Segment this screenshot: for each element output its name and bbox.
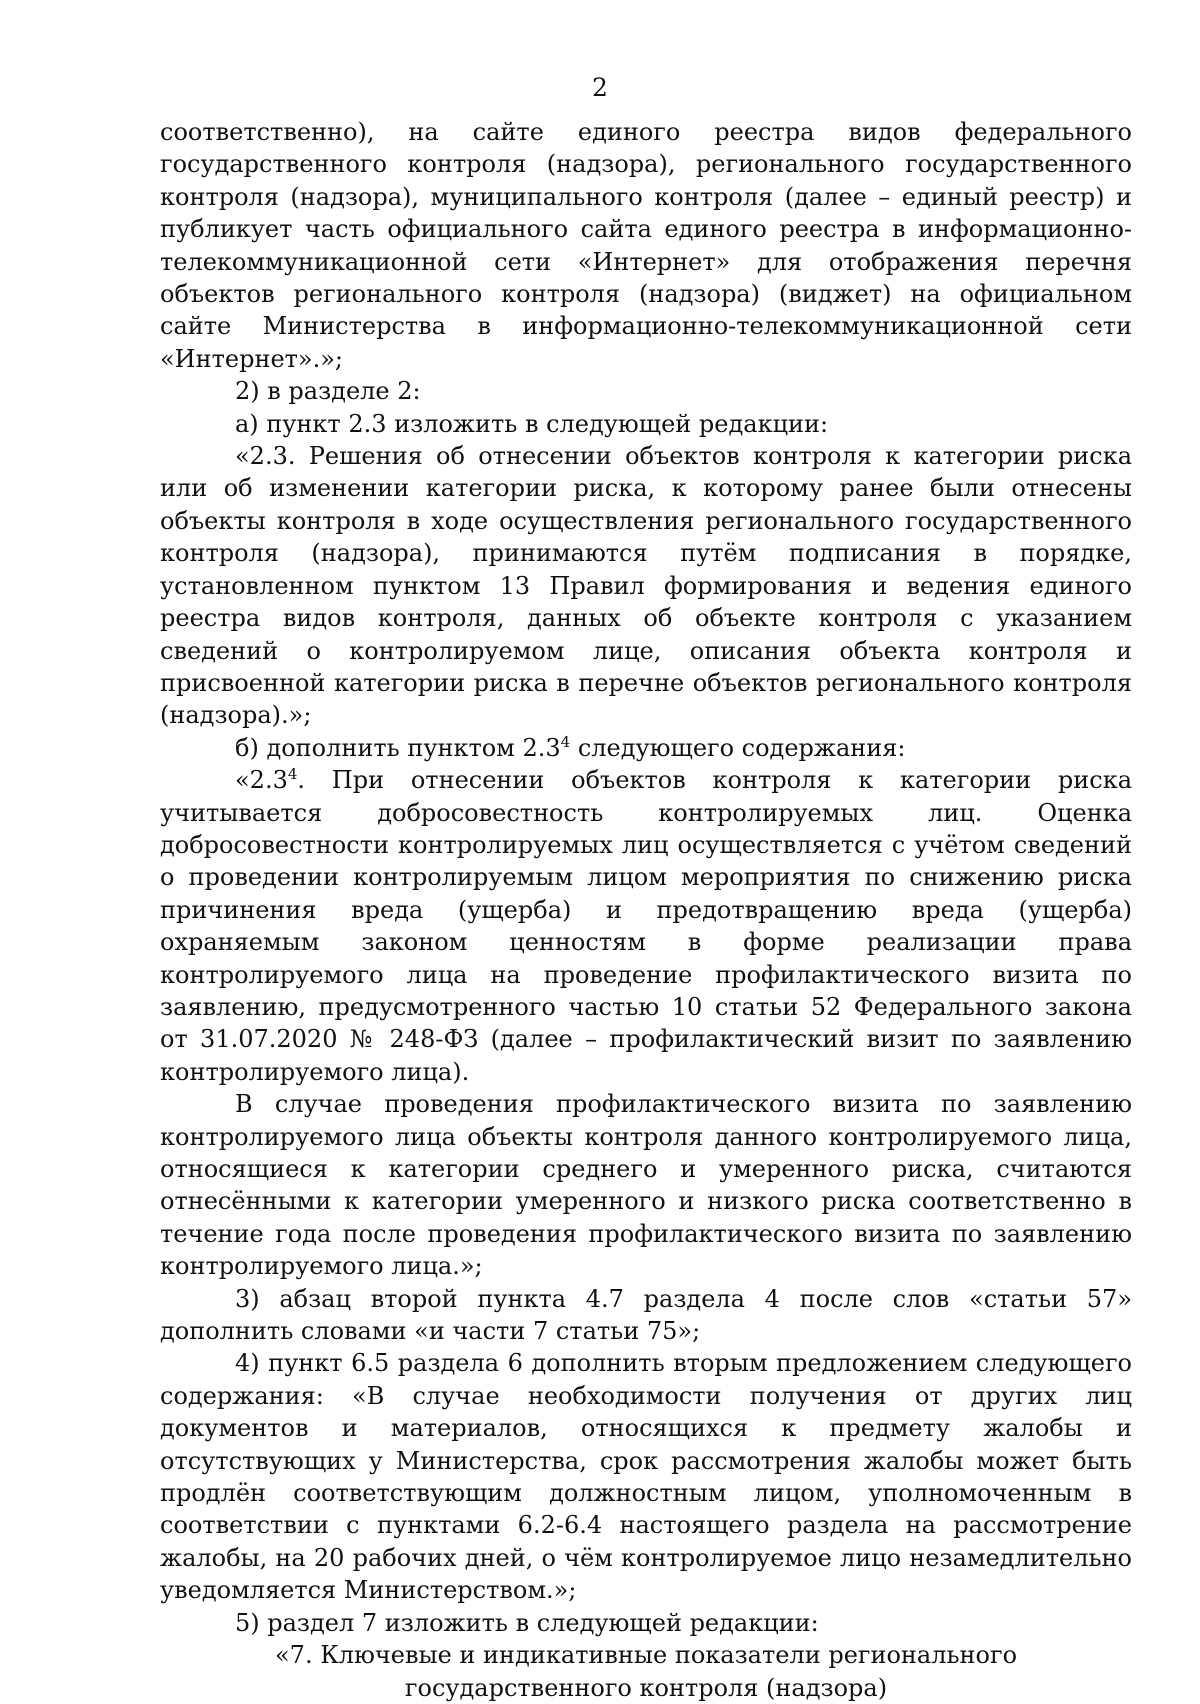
text-fragment: следующего содержания:: [570, 733, 906, 762]
paragraph-section-2-intro: 2) в разделе 2:: [235, 377, 421, 406]
paragraph-item-2-3-text: «2.3. Решения об отнесении объектов контроля к категории риска или об изменении категории риска, к которому ранее были отнесены объекты контроля в ходе осуществления регионального государственного контроля (надзора), принимаются путём подписания в порядке, установленном пунктом 13 Правил формирования и ведения единого реестра видов контроля, данных об объекте контроля с указанием сведений о контролируемом лице, описания объекта контроля и присвоенной категории риска в перечне объектов регионального контроля (надзора).»;: [160, 442, 1132, 730]
paragraph-item-2-3-4-text: [160, 764, 1132, 1088]
paragraph-item-6-5: 4) пункт 6.5 раздела 6 дополнить вторым предложением следующего содержания: «В случае необходимости получения от других лиц документов и материалов, относящихся к предмету жалобы и отсутствующих у Министерства, срок рассмотрения жалобы может быть продлён соответствующим должностным лицом, уполномоченным в соответствии с пунктами 6.2-6.4 настоящего раздела на рассмотрение жалобы, на 20 рабочих дней, о чём контролируемое лицо незамедлительно уведомляется Министерством.»;: [160, 1349, 1132, 1605]
paragraph-section-7-intro: 5) раздел 7 изложить в следующей редакции:: [235, 1608, 819, 1637]
paragraph-preventive-visit: В случае проведения профилактического визита по заявлению контролируемого лица объекты контроля данного контролируемого лица, относящиеся к категории среднего и умеренного риска, считаются отнесёнными к категории умеренного и низкого риска соответственно в течение года после проведения профилактического визита по заявлению контролируемого лица.»;: [160, 1090, 1132, 1281]
document-body: [160, 116, 1132, 1704]
text-fragment: б) дополнить пунктом 2.3: [235, 733, 561, 762]
paragraph-registry-publication: соответственно), на сайте единого реестра видов федерального государственного контроля (надзора), регионального государственного контроля (надзора), муниципального контроля (далее – единый реестр) и публикует часть официального сайта единого реестра в информационно-телекоммуникационной сети «Интернет» для отображения перечня объектов регионального контроля (надзора) (виджет) на официальном сайте Министерства в информационно-телекоммуникационной сети «Интернет».»;: [160, 118, 1132, 373]
section-7-heading-line-1: «7. Ключевые и индикативные показатели регионального: [274, 1641, 1018, 1670]
page-number: 2: [592, 73, 608, 102]
superscript: 4: [287, 765, 298, 784]
paragraph-item-2-3-intro: а) пункт 2.3 изложить в следующей редакции:: [235, 409, 829, 438]
text-fragment: . При отнесении объектов контроля к категории риска учитывается добросовестность контролируемых лиц. Оценка добросовестности контролируемых лиц осуществляется с учётом сведений о проведении контролируемым лицом мероприятия по снижению риска причинения вреда (ущерба) и предотвращению вреда (ущерба) охраняемым законом ценностям в форме реализации права контролируемого лица на проведение профилактического визита по заявлению, предусмотренного частью 10 статьи 52 Федерального закона от 31.07.2020 № 248-ФЗ (далее – профилактический визит по заявлению контролируемого лица).: [160, 766, 1132, 1086]
section-7-heading-line-2: государственного контроля (надзора): [404, 1673, 888, 1702]
paragraph-item-2-3-4-intro: [160, 732, 1132, 764]
text-fragment: «2.3: [235, 766, 288, 795]
superscript: 4: [560, 732, 571, 751]
paragraph-item-4-7: 3) абзац второй пункта 4.7 раздела 4 после слов «статьи 57» дополнить словами «и части 7 статьи 75»;: [160, 1284, 1132, 1346]
